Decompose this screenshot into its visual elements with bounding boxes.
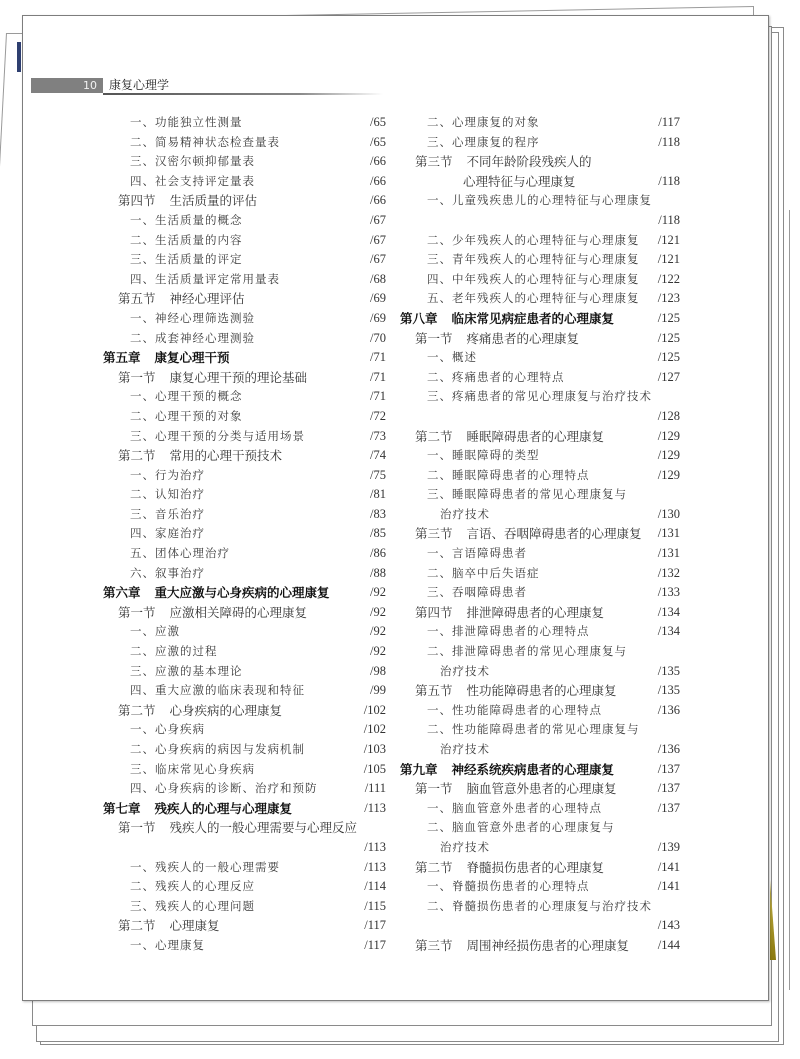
toc-page-number: /118 — [658, 173, 680, 188]
toc-entry-number: 第四节 — [415, 604, 453, 620]
toc-entry-item — [400, 466, 680, 486]
toc-entry-title — [415, 427, 604, 447]
toc-page-number: /111 — [364, 781, 386, 796]
toc-entry-title — [118, 191, 257, 211]
toc-entry-number: 第五章 — [103, 350, 141, 366]
toc-page-number: /68 — [370, 271, 386, 286]
toc-page-number: /103 — [363, 742, 386, 756]
toc-entry-item — [103, 897, 386, 917]
toc-page-number: /144 — [657, 937, 680, 952]
toc-page-number: /98 — [370, 663, 386, 678]
toc-entry-title: 一、脑血管意外患者的心理特点 — [427, 800, 602, 815]
toc-entry-item — [103, 172, 386, 192]
toc-entry-title: 二、少年残疾人的心理特征与心理康复 — [427, 232, 640, 247]
toc-entry-title: 一、应激 — [130, 624, 180, 639]
toc-entry-title — [415, 681, 617, 701]
toc-page-number: /65 — [370, 134, 386, 149]
toc-entry-title: 二、简易精神状态检查量表 — [130, 134, 280, 149]
toc-entry-item — [103, 760, 386, 780]
toc-page-number: /129 — [657, 428, 680, 443]
toc-entry-text: 应激相关障碍的心理康复 — [169, 604, 308, 620]
toc-entry-number: 第一节 — [118, 820, 156, 836]
toc-entry-text: 性功能障碍患者的心理康复 — [466, 683, 617, 699]
toc-entry-item — [400, 897, 680, 917]
toc-entry-item — [103, 250, 386, 270]
toc-entry-item — [103, 524, 386, 544]
toc-entry-title: 二、认知治疗 — [130, 487, 205, 502]
toc-page-number: /123 — [657, 291, 680, 306]
toc-entry-title — [400, 760, 614, 780]
toc-entry-title: 二、心理干预的对象 — [130, 408, 243, 423]
toc-page-number: /141 — [657, 859, 680, 874]
toc-entry-title: 治疗技术 — [440, 742, 490, 756]
toc-entry-item — [400, 485, 680, 505]
toc-entry-title — [118, 368, 307, 388]
toc-page-number: /137 — [657, 761, 680, 776]
toc-entry-item — [103, 662, 386, 682]
toc-entry-item — [400, 622, 680, 642]
toc-entry-item — [103, 485, 386, 505]
toc-entry-number: 第二节 — [415, 428, 453, 444]
toc-entry-item — [400, 446, 680, 466]
toc-page-number: /121 — [657, 232, 680, 247]
book-title: 康复心理学 — [109, 78, 170, 92]
toc-entry-text: 生活质量的评估 — [169, 193, 258, 209]
toc-page-number: /92 — [370, 604, 386, 619]
toc-entry-text: 常用的心理干预技术 — [169, 448, 283, 464]
toc-entry-item — [103, 309, 386, 329]
toc-entry-title: 一、心理干预的概念 — [130, 389, 243, 404]
toc-entry-title — [118, 701, 282, 721]
toc-page-number: /69 — [370, 310, 386, 325]
toc-entry-number: 第八章 — [400, 310, 438, 326]
toc-page-number: /117 — [658, 115, 680, 129]
toc-page-number: /131 — [657, 526, 680, 541]
toc-entry-title: 三、临床常见心身疾病 — [130, 761, 255, 776]
toc-entry-title: 三、青年残疾人的心理特征与心理康复 — [427, 252, 640, 267]
toc-entry-pageonly — [103, 838, 386, 858]
toc-entry-title — [400, 309, 614, 329]
toc-entry-item — [103, 211, 386, 231]
toc-entry-section — [400, 779, 680, 799]
toc-entry-text: 康复心理干预 — [154, 350, 230, 366]
toc-page-number: /86 — [370, 546, 386, 561]
toc-entry-pageonly — [400, 211, 680, 231]
toc-entry-item — [103, 270, 386, 290]
toc-entry-title: 三、残疾人的心理问题 — [130, 898, 255, 913]
toc-page-number: /115 — [364, 898, 386, 913]
toc-entry-section — [400, 427, 680, 447]
toc-entry-section — [400, 152, 680, 172]
toc-page-number: /137 — [657, 781, 680, 796]
toc-entry-item — [400, 387, 680, 407]
toc-entry-title — [415, 152, 592, 172]
toc-page-number: /134 — [657, 604, 680, 619]
toc-entry-item — [400, 289, 680, 309]
toc-entry-item — [400, 231, 680, 251]
toc-entry-number: 第六章 — [103, 585, 141, 601]
toc-page-number: /71 — [370, 389, 386, 404]
page-number: 10 — [31, 78, 103, 93]
toc-entry-title: 一、脊髓损伤患者的心理特点 — [427, 879, 590, 894]
toc-entry-title: 三、汉密尔顿抑郁量表 — [130, 154, 255, 169]
toc-entry-number: 第三节 — [415, 937, 453, 953]
toc-entry-title: 三、应激的基本理论 — [130, 663, 243, 678]
toc-entry-number: 第五节 — [118, 291, 156, 307]
toc-entry-title: 六、叙事治疗 — [130, 565, 205, 580]
toc-page-number: /102 — [363, 702, 386, 717]
toc-entry-item — [400, 113, 680, 133]
toc-entry-title: 治疗技术 — [440, 506, 490, 521]
toc-entry-text: 神经系统疾病患者的心理康复 — [451, 761, 615, 777]
toc-entry-text: 脑血管意外患者的心理康复 — [466, 781, 617, 797]
toc-entry-text: 康复心理干预的理论基础 — [169, 369, 308, 385]
toc-page-number: /141 — [657, 879, 680, 894]
toc-entry-text: 排泄障碍患者的心理康复 — [466, 604, 605, 620]
toc-entry-text: 神经心理评估 — [169, 291, 245, 307]
toc-entry-title: 四、心身疾病的诊断、治疗和预防 — [130, 781, 318, 796]
toc-page-number: /92 — [370, 644, 386, 659]
toc-entry-title: 一、行为治疗 — [130, 467, 205, 482]
toc-page-number: /66 — [370, 154, 386, 169]
toc-entry-section — [103, 446, 386, 466]
toc-entry-item — [103, 505, 386, 525]
toc-entry-item — [400, 583, 680, 603]
toc-entry-number: 第一节 — [118, 369, 156, 385]
toc-entry-text: 残疾人的心理与心理康复 — [154, 800, 293, 816]
toc-entry-item — [103, 779, 386, 799]
toc-entry-title: 二、脑血管意外患者的心理康复与 — [427, 820, 615, 835]
toc-entry-text: 残疾人的一般心理需要与心理反应 — [169, 820, 358, 836]
toc-entry-item — [400, 191, 680, 211]
toc-entry-item — [400, 368, 680, 388]
toc-entry-item — [103, 642, 386, 662]
toc-entry-cont — [400, 838, 680, 858]
toc-page-number: /139 — [657, 839, 680, 854]
toc-entry-title: 三、生活质量的评定 — [130, 252, 243, 267]
toc-entry-title: 一、生活质量的概念 — [130, 212, 243, 227]
toc-entry-title: 二、生活质量的内容 — [130, 232, 243, 247]
toc-page-number: /134 — [657, 624, 680, 639]
toc-entry-chapter — [103, 583, 386, 603]
toc-entry-title: 二、残疾人的心理反应 — [130, 879, 255, 894]
toc-entry-title — [103, 583, 330, 603]
toc-page-number: /73 — [370, 428, 386, 443]
toc-entry-item — [103, 133, 386, 153]
toc-entry-cont — [400, 505, 680, 525]
toc-entry-title — [415, 603, 604, 623]
toc-page-number: /128 — [657, 408, 680, 423]
toc-entry-text: 心身疾病的心理康复 — [169, 702, 283, 718]
toc-entry-title: 二、睡眠障碍患者的心理特点 — [427, 467, 590, 482]
toc-entry-section — [103, 289, 386, 309]
toc-page-number: /81 — [370, 487, 386, 502]
toc-page-number: /105 — [363, 761, 386, 776]
toc-page-number: /130 — [657, 506, 680, 521]
toc-entry-item — [103, 427, 386, 447]
toc-entry-title: 一、睡眠障碍的类型 — [427, 448, 540, 463]
toc-entry-section — [400, 603, 680, 623]
toc-entry-chapter — [103, 799, 386, 819]
toc-entry-item — [400, 701, 680, 721]
toc-page-number: /67 — [370, 212, 386, 227]
toc-entry-item — [103, 231, 386, 251]
toc-entry-item — [400, 720, 680, 740]
toc-entry-item — [400, 642, 680, 662]
toc-entry-number: 第三节 — [415, 526, 453, 542]
toc-page-number: /121 — [657, 252, 680, 267]
toc-entry-title — [103, 799, 292, 819]
toc-page-number: /114 — [364, 879, 386, 894]
toc-entry-text: 睡眠障碍患者的心理康复 — [466, 428, 605, 444]
toc-entry-section — [400, 329, 680, 349]
toc-entry-title: 四、生活质量评定常用量表 — [130, 271, 280, 286]
toc-entry-text: 言语、吞咽障碍患者的心理康复 — [466, 526, 642, 542]
toc-entry-section — [103, 191, 386, 211]
toc-entry-chapter — [103, 348, 386, 368]
toc-entry-title — [118, 603, 307, 623]
toc-entry-number: 第二节 — [118, 702, 156, 718]
book-page — [22, 15, 769, 1001]
toc-page-number: /65 — [370, 115, 386, 129]
toc-entry-title: 三、心理康复的程序 — [427, 134, 540, 149]
toc-entry-text: 疼痛患者的心理康复 — [466, 330, 580, 346]
toc-entry-item — [103, 152, 386, 172]
toc-entry-chapter — [400, 760, 680, 780]
toc-entry-item — [400, 250, 680, 270]
toc-page-number: /129 — [657, 448, 680, 463]
toc-entry-item — [103, 113, 386, 133]
toc-entry-title: 一、言语障碍患者 — [427, 546, 527, 561]
toc-entry-title — [415, 329, 579, 349]
toc-page-number: /99 — [370, 683, 386, 698]
toc-entry-item — [103, 740, 386, 760]
toc-entry-title: 三、睡眠障碍患者的常见心理康复与 — [427, 487, 627, 502]
toc-page-number: /92 — [370, 585, 386, 600]
toc-page-number: /113 — [364, 800, 386, 815]
toc-entry-item — [400, 544, 680, 564]
toc-page-number: /85 — [370, 526, 386, 541]
toc-entry-section — [103, 916, 386, 936]
toc-page-number: /74 — [370, 448, 386, 463]
toc-entry-item — [400, 877, 680, 897]
toc-entry-number: 第一节 — [415, 781, 453, 797]
toc-entry-title: 四、社会支持评定量表 — [130, 173, 255, 188]
toc-entry-title: 治疗技术 — [440, 663, 490, 678]
toc-page-number: /132 — [657, 565, 680, 580]
toc-entry-item — [103, 720, 386, 740]
toc-page-number: /71 — [370, 350, 386, 365]
toc-entry-title — [415, 524, 642, 544]
toc-entry-item — [103, 936, 386, 956]
toc-page-number: /122 — [657, 271, 680, 286]
toc-page-number: /117 — [364, 937, 386, 952]
toc-entry-text: 重大应激与心身疾病的心理康复 — [154, 585, 330, 601]
toc-page-number: /118 — [658, 134, 680, 149]
toc-entry-item — [103, 564, 386, 584]
toc-entry-cont — [400, 662, 680, 682]
toc-page-number: /102 — [363, 722, 386, 737]
running-head — [31, 78, 381, 94]
toc-entry-item — [103, 681, 386, 701]
toc-page-number: /125 — [657, 310, 680, 325]
toc-entry-item — [400, 799, 680, 819]
header-rule — [103, 93, 383, 95]
cover-edge-blue — [17, 42, 21, 72]
toc-page-number: /127 — [657, 369, 680, 384]
toc-entry-title: 四、中年残疾人的心理特征与心理康复 — [427, 271, 640, 286]
toc-entry-text: 周围神经损伤患者的心理康复 — [466, 937, 630, 953]
toc-entry-section — [103, 818, 386, 838]
toc-page-number: /113 — [364, 859, 386, 874]
toc-entry-pageonly — [400, 407, 680, 427]
toc-entry-item — [103, 407, 386, 427]
toc-entry-item — [103, 466, 386, 486]
toc-entry-section — [400, 936, 680, 956]
toc-entry-title — [118, 289, 245, 309]
toc-entry-number: 第四节 — [118, 193, 156, 209]
toc-entry-title: 一、残疾人的一般心理需要 — [130, 859, 280, 874]
toc-entry-number: 第二节 — [415, 859, 453, 875]
toc-entry-number: 第一节 — [415, 330, 453, 346]
toc-page-number: /125 — [657, 330, 680, 345]
toc-entry-title: 一、心身疾病 — [130, 722, 205, 737]
toc-entry-title — [415, 779, 617, 799]
toc-entry-title: 一、功能独立性测量 — [130, 115, 243, 129]
toc-page-number: /92 — [370, 624, 386, 639]
toc-entry-title: 治疗技术 — [440, 839, 490, 854]
toc-page-number: /136 — [657, 742, 680, 756]
toc-entry-section — [103, 368, 386, 388]
toc-entry-item — [103, 858, 386, 878]
toc-page-number: /117 — [364, 918, 386, 933]
toc-entry-section — [400, 858, 680, 878]
toc-entry-title — [118, 818, 357, 838]
toc-entry-title: 三、音乐治疗 — [130, 506, 205, 521]
toc-page-number: /136 — [657, 702, 680, 717]
toc-page-number: /131 — [657, 546, 680, 561]
toc-entry-number: 第七章 — [103, 800, 141, 816]
toc-entry-number: 第三节 — [415, 154, 453, 170]
toc-entry-title: 一、儿童残疾患儿的心理特征与心理康复 — [427, 193, 652, 208]
toc-entry-text: 心理康复 — [169, 918, 220, 934]
toc-entry-title — [118, 446, 282, 466]
toc-entry-title: 二、性功能障碍患者的常见心理康复与 — [427, 722, 640, 737]
toc-entry-item — [103, 544, 386, 564]
toc-page-number: /135 — [657, 663, 680, 678]
toc-entry-item — [400, 564, 680, 584]
toc-page-number: /118 — [658, 212, 680, 227]
toc-entry-title: 三、疼痛患者的常见心理康复与治疗技术 — [427, 389, 652, 404]
toc-entry-title: 二、疼痛患者的心理特点 — [427, 369, 565, 384]
toc-entry-section — [400, 524, 680, 544]
toc-page-number: /75 — [370, 467, 386, 482]
toc-entry-number: 第五节 — [415, 683, 453, 699]
toc-page-number: /143 — [657, 918, 680, 933]
toc-page-number: /72 — [370, 408, 386, 423]
toc-page-number: /67 — [370, 252, 386, 267]
toc-entry-text: 脊髓损伤患者的心理康复 — [466, 859, 605, 875]
toc-entry-item — [400, 133, 680, 153]
toc-entry-item — [400, 348, 680, 368]
toc-entry-number: 第二节 — [118, 448, 156, 464]
toc-entry-title — [118, 916, 220, 936]
toc-entry-title: 一、概述 — [427, 350, 477, 365]
toc-page-number: /66 — [370, 193, 386, 208]
toc-entry-title: 四、家庭治疗 — [130, 526, 205, 541]
toc-entry-title: 二、排泄障碍患者的常见心理康复与 — [427, 644, 627, 659]
toc-entry-title: 一、神经心理筛选测验 — [130, 310, 255, 325]
toc-entry-title: 五、老年残疾人的心理特征与心理康复 — [427, 291, 640, 306]
toc-entry-title — [415, 858, 604, 878]
toc-entry-title: 三、吞咽障碍患者 — [427, 585, 527, 600]
toc-entry-item — [103, 329, 386, 349]
toc-entry-seccont — [400, 172, 680, 192]
toc-entry-title — [415, 936, 629, 956]
toc-page-number: /113 — [364, 839, 386, 854]
toc-entry-title: 心理特征与心理康复 — [463, 173, 576, 189]
toc-entry-item — [103, 622, 386, 642]
toc-entry-text: 临床常见病症患者的心理康复 — [451, 310, 615, 326]
toc-entry-title: 二、心身疾病的病因与发病机制 — [130, 742, 305, 756]
toc-page-number: /137 — [657, 800, 680, 815]
toc-entry-cont — [400, 740, 680, 760]
toc-page-number: /133 — [657, 585, 680, 600]
toc-entry-title: 四、重大应激的临床表现和特征 — [130, 683, 305, 698]
toc-page-number: /70 — [370, 330, 386, 345]
toc-entry-text: 不同年龄阶段残疾人的 — [466, 154, 592, 170]
toc-column-right — [400, 113, 680, 956]
toc-page-number: /125 — [657, 350, 680, 365]
toc-entry-item — [103, 877, 386, 897]
toc-entry-item — [400, 818, 680, 838]
toc-page-number: /83 — [370, 506, 386, 521]
toc-column-left — [103, 113, 386, 956]
toc-entry-item — [103, 387, 386, 407]
toc-entry-title: 二、脑卒中后失语症 — [427, 565, 540, 580]
toc-entry-section — [400, 681, 680, 701]
toc-entry-pageonly — [400, 916, 680, 936]
toc-entry-number: 第九章 — [400, 761, 438, 777]
toc-entry-title: 二、心理康复的对象 — [427, 115, 540, 129]
toc-entry-number: 第二节 — [118, 918, 156, 934]
toc-entry-title — [103, 348, 230, 368]
toc-entry-chapter — [400, 309, 680, 329]
toc-page-number: /135 — [657, 683, 680, 698]
toc-page-number: /71 — [370, 369, 386, 384]
toc-entry-title: 三、心理干预的分类与适用场景 — [130, 428, 305, 443]
toc-entry-title: 一、性功能障碍患者的心理特点 — [427, 702, 602, 717]
toc-entry-title: 五、团体心理治疗 — [130, 546, 230, 561]
toc-page-number: /69 — [370, 291, 386, 306]
toc-page-number: /88 — [370, 565, 386, 580]
toc-entry-item — [400, 270, 680, 290]
toc-entry-title: 一、排泄障碍患者的心理特点 — [427, 624, 590, 639]
toc-page-number: /67 — [370, 232, 386, 247]
toc-entry-title: 二、成套神经心理测验 — [130, 330, 255, 345]
toc-page-number: /129 — [657, 467, 680, 482]
toc-entry-number: 第一节 — [118, 604, 156, 620]
toc-entry-title: 二、脊髓损伤患者的心理康复与治疗技术 — [427, 898, 652, 913]
toc-entry-section — [103, 701, 386, 721]
toc-entry-section — [103, 603, 386, 623]
toc-entry-title: 一、心理康复 — [130, 937, 205, 952]
toc-page-number: /66 — [370, 173, 386, 188]
toc-entry-title: 二、应激的过程 — [130, 644, 218, 659]
